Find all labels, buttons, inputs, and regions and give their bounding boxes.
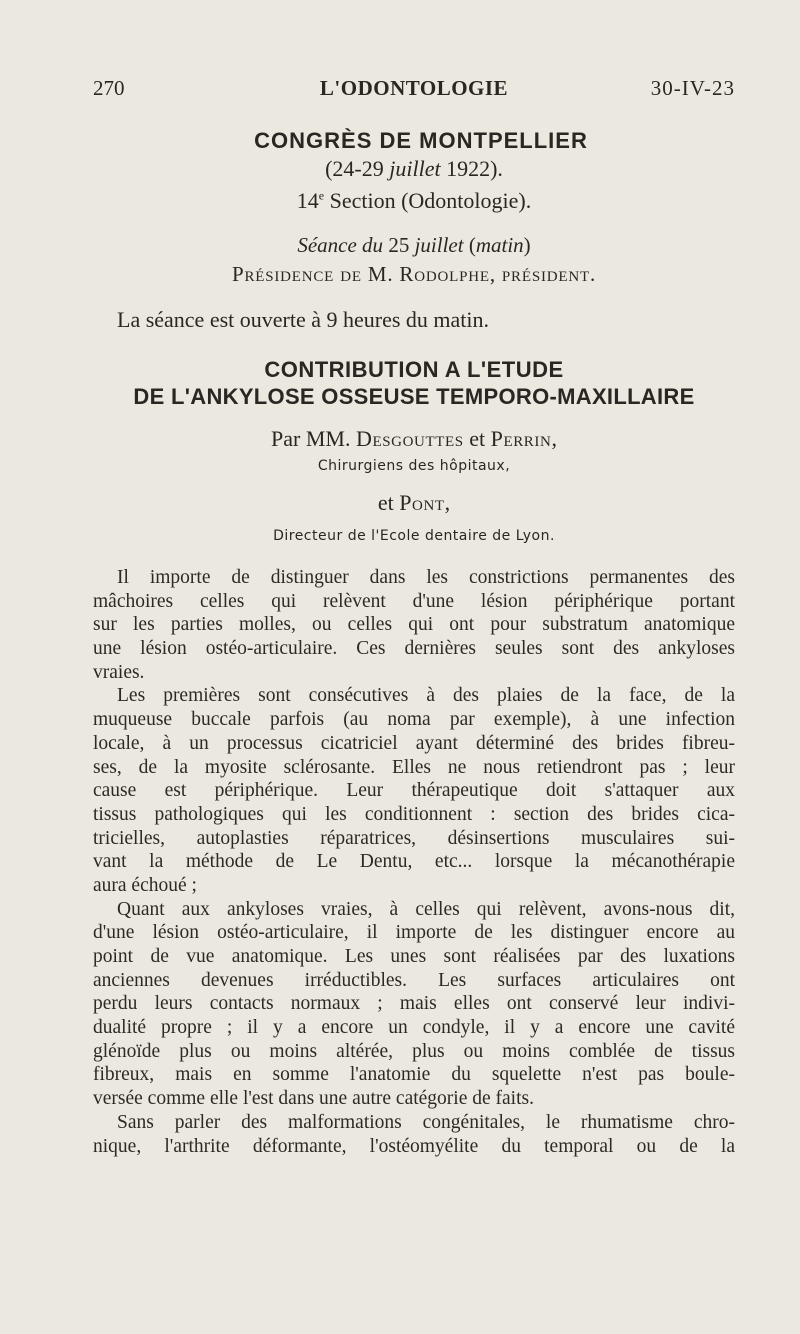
article-body	[93, 566, 735, 1158]
authors-line	[93, 426, 735, 452]
running-header	[93, 76, 735, 104]
body-line: dualité propre ; il y a encore un condyle, il y a encore une cavité	[93, 1017, 735, 1039]
body-line: vant la méthode de Le Dentu, etc... lorsque la mécanothérapie	[93, 851, 735, 873]
dates-open: (24-29	[325, 156, 390, 181]
presidence-line: Présidence de M. Rodolphe, président.	[231, 262, 597, 286]
coauthor-suffix: ,	[444, 490, 451, 515]
body-line: une lésion ostéo-articulaire. Ces dernières seules sont des ankyloses	[93, 638, 735, 660]
seance-pre: Séance du	[297, 233, 389, 257]
body-line: perdu leurs contacts normaux ; mais elles ont conservé leur indivi-	[93, 993, 735, 1015]
seance-close: )	[523, 233, 531, 257]
body-line: ses, de la myosite sclérosante. Elles ne nous retiendront pas ; leur	[93, 756, 735, 778]
body-line: nique, l'arthrite déformante, l'ostéomyélite du temporal ou de la	[93, 1135, 735, 1157]
authors-suffix: ,	[551, 426, 557, 451]
section-number: 14	[296, 188, 319, 213]
issue-date: 30-IV-23	[650, 76, 735, 100]
seance-day: 25	[388, 233, 410, 257]
body-line: Il importe de distinguer dans les constrictions permanentes des	[117, 567, 735, 588]
body-line: locale, à un processus cicatriciel ayant déterminé des brides fibreu-	[93, 732, 735, 754]
body-line: tricielles, autoplasties réparatrices, désinsertions musculaires sui-	[93, 827, 735, 849]
dates-close: 1922).	[440, 156, 503, 181]
coauthor-line	[93, 490, 735, 516]
author-1: Desgouttes	[355, 426, 464, 451]
page-number: 270	[93, 76, 125, 100]
body-line: aura échoué ;	[93, 874, 197, 896]
coauthor-prefix: et	[377, 490, 400, 515]
article-title-line-1: CONTRIBUTION A L'ETUDE	[264, 357, 564, 382]
author-2: Perrin	[490, 426, 552, 451]
affiliation-2: Directeur de l'Ecole dentaire de Lyon.	[273, 528, 555, 544]
section-sup: e	[318, 188, 325, 203]
body-line: glénoïde plus ou moins altérée, plus ou moins comblée de tissus	[93, 1040, 735, 1062]
affiliation-1: Chirurgiens des hôpitaux,	[317, 458, 511, 474]
authors-prefix: Par MM.	[271, 426, 356, 451]
body-line: d'une lésion ostéo-articulaire, il importe de les distinguer encore au	[93, 922, 735, 944]
seance-date	[93, 233, 735, 258]
body-line: Sans parler des malformations congénitales, le rhumatisme chro-	[117, 1111, 735, 1133]
article-title-line-2: DE L'ANKYLOSE OSSEUSE TEMPORO-MAXILLAIRE	[133, 384, 695, 409]
congress-dates	[93, 156, 735, 182]
seance-time: matin	[475, 233, 524, 257]
body-line: muqueuse buccale parfois (au noma par exemple), à une infection	[93, 709, 735, 731]
body-line: tissus pathologiques qui les conditionnent : section des brides cica-	[93, 803, 735, 825]
authors-and: et	[463, 426, 491, 451]
dates-month: juillet	[389, 156, 441, 181]
body-line: versée comme elle l'est dans une autre catégorie de faits.	[93, 1088, 534, 1110]
body-line: fibreux, mais en somme l'anatomie du squelette n'est pas boule-	[93, 1064, 735, 1086]
journal-title: L'ODONTOLOGIE	[319, 76, 509, 100]
body-line: mâchoires celles qui relèvent d'une lésion périphérique portant	[93, 590, 735, 612]
body-line: Les premières sont consécutives à des plaies de la face, de la	[117, 685, 735, 707]
seance-open: (	[468, 233, 476, 257]
congress-section	[93, 188, 735, 214]
coauthor-name: Pont	[399, 490, 445, 515]
body-line: Quant aux ankyloses vraies, à celles qui relèvent, avons-nous dit,	[117, 898, 735, 920]
section-label: Section (Odontologie).	[324, 188, 532, 213]
body-line: sur les parties molles, ou celles qui ont pour substratum anatomique	[93, 614, 735, 636]
body-line: vraies.	[93, 661, 145, 683]
opening-line: La séance est ouverte à 9 heures du matin.	[117, 307, 490, 332]
body-line: cause est périphérique. Leur thérapeutique doit s'attaquer aux	[93, 780, 735, 802]
seance-month: juillet	[409, 233, 469, 257]
congress-title: CONGRÈS DE MONTPELLIER	[254, 128, 588, 153]
body-line: anciennes devenues irréductibles. Les surfaces articulaires ont	[93, 969, 735, 991]
body-line: point de vue anatomique. Les unes sont réalisées par des luxations	[93, 946, 735, 967]
